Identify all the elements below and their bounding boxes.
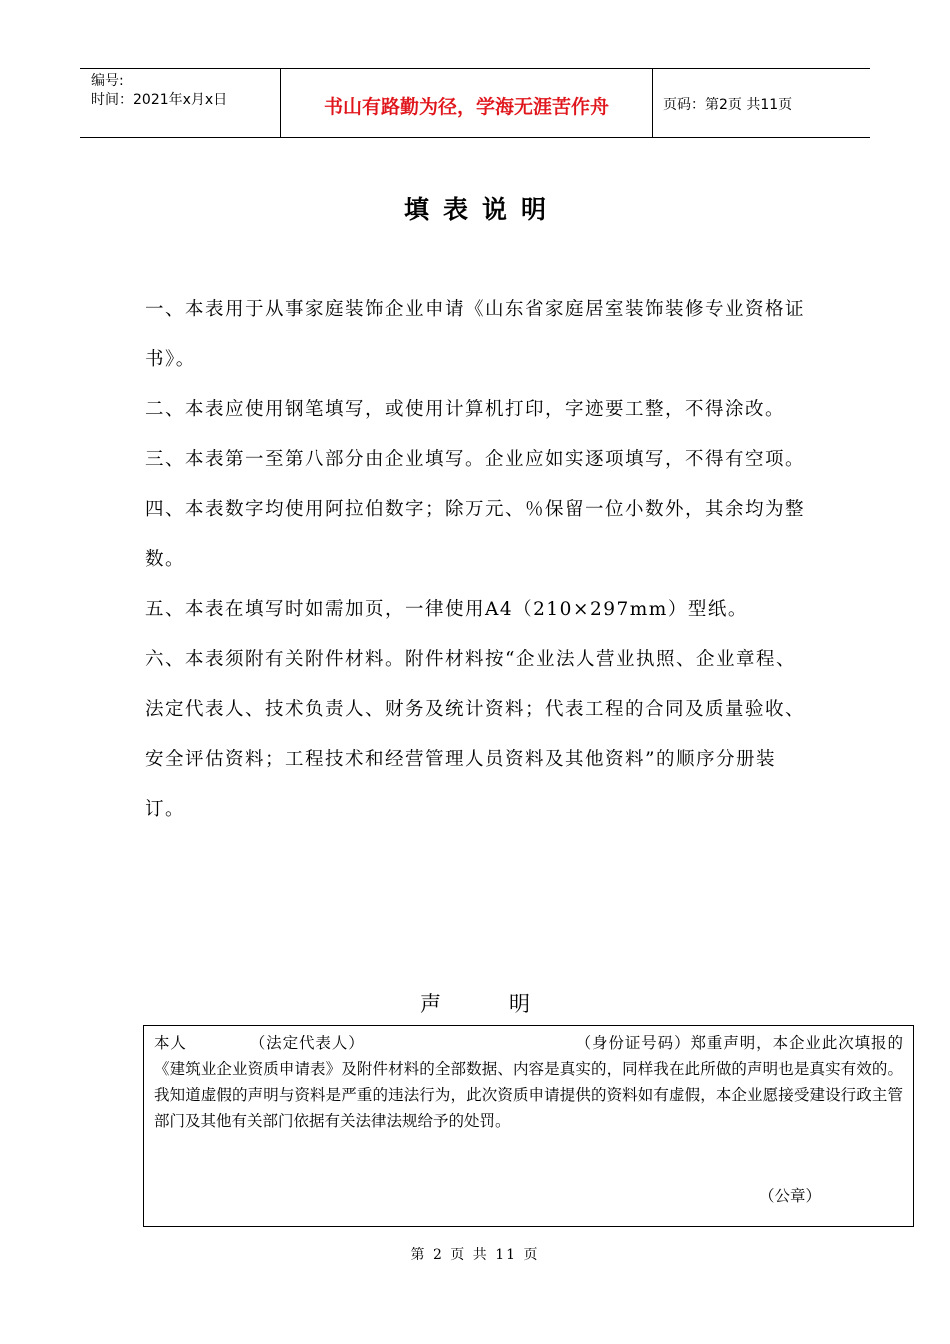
page-footer: 第 2 页 共 11 页 bbox=[410, 1247, 540, 1263]
legal-rep-label: （法定代表人） bbox=[248, 1034, 365, 1052]
official-seal-label: （公章） bbox=[758, 1187, 821, 1205]
instruction-item: 五、本表在填写时如需加页，一律使用A4（210×297mm）型纸。 bbox=[145, 599, 748, 620]
id-number-label: （身份证号码） bbox=[574, 1034, 691, 1052]
declaration-prefix: 本人 bbox=[154, 1034, 187, 1052]
header-meta bbox=[80, 69, 281, 137]
instruction-item: 一、本表用于从事家庭装饰企业申请《山东省家庭居室装饰装修专业资格证书》。 bbox=[145, 299, 806, 370]
header-motto: 书山有路勤为径，学海无涯苦作舟 bbox=[281, 69, 653, 137]
header-page-info: 页码：第2页 共11页 bbox=[663, 97, 793, 113]
declaration-box bbox=[143, 1025, 914, 1227]
declaration-body: 郑重声明，本企业此次填报的《建筑业企业资质申请表》及附件材料的全部数据、内容是真实的，同样我在此所做的声明也是真实有效的。我知道虚假的声明与资料是严重的违法行为，此次资质申请提供的资料如有虚假，本企业愿接受建设行政主管部门及其他有关部门依据有关法律法规给予的处罚。 bbox=[154, 1034, 903, 1130]
instruction-item: 六、本表须附有关附件材料。附件材料按“企业法人营业执照、企业章程、法定代表人、技术负责人、财务及统计资料；代表工程的合同及质量验收、安全评估资料；工程技术和经营管理人员资料及其他资料”的顺序分册装订。 bbox=[145, 649, 806, 820]
time-label: 时间：2021年x月x日 bbox=[91, 92, 228, 108]
page-header bbox=[80, 68, 870, 138]
page-title: 填表说明 bbox=[403, 195, 560, 224]
declaration-text bbox=[154, 1030, 903, 1134]
declaration-title: 声明 bbox=[420, 992, 598, 1016]
instruction-item: 二、本表应使用钢笔填写，或使用计算机打印，字迹要工整，不得涂改。 bbox=[145, 399, 786, 420]
number-label: 编号: bbox=[91, 73, 124, 89]
instruction-item: 四、本表数字均使用阿拉伯数字；除万元、％保留一位小数外，其余均为整数。 bbox=[145, 499, 806, 570]
instruction-item: 三、本表第一至第八部分由企业填写。企业应如实逐项填写，不得有空项。 bbox=[145, 449, 806, 470]
instructions-list bbox=[145, 285, 813, 835]
